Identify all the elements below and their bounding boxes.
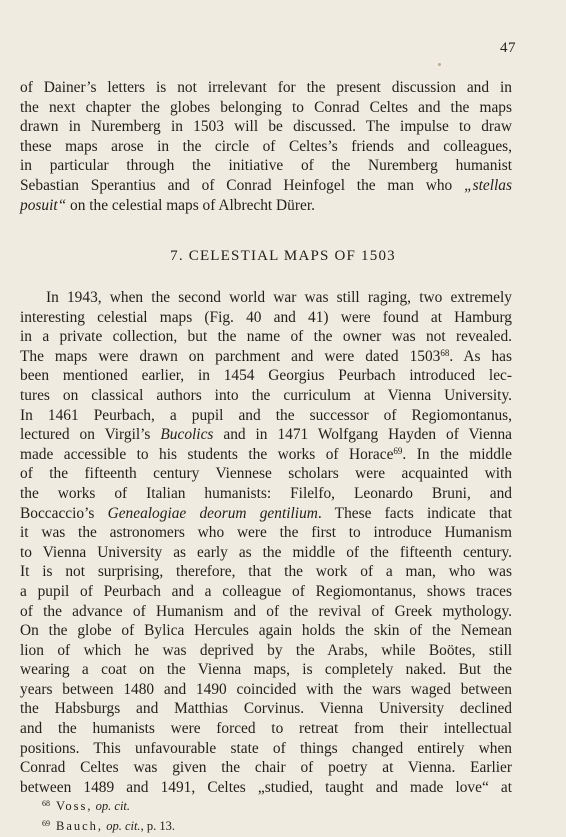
footnote-69 <box>42 815 175 835</box>
text-line: these maps arose in the circle of Celtes’s friends and colleagues, <box>20 137 512 155</box>
text-line <box>20 176 512 196</box>
text-line: in a private collection, but the name of the owner was not revealed. <box>20 328 512 346</box>
text-line: Conrad Celtes was given the chair of poetry at Vienna. Earlier <box>20 759 512 777</box>
text-line: of Dainer’s letters is not irrelevant for the present discussion and in <box>20 79 512 96</box>
footnote-page: , p. 13. <box>140 819 175 833</box>
text-line <box>20 425 512 445</box>
text-line: of the advance of Humanism and of the revival of Greek mythology. <box>20 602 512 620</box>
text-line: it was the astronomers who were the first to introduce Humanism <box>20 524 512 542</box>
italic-title: Genealogiae deorum gentilium <box>107 504 318 522</box>
paragraph-intro <box>20 78 512 215</box>
text-line: the Habsburgs and Matthias Corvinus. Vienna University declined <box>20 700 512 718</box>
page-number: 47 <box>500 40 516 56</box>
text-line: the next chapter the globes belonging to Conrad Celtes and the maps <box>20 98 512 116</box>
paper-speck <box>438 63 441 66</box>
text-line: between 1489 and 1491, Celtes „studied, taught and made love“ at <box>20 778 512 796</box>
text-line: the works of Italian humanists: Filelfo, Leonardo Bruni, and <box>20 484 512 502</box>
footnote-citation: op. cit. <box>95 799 131 813</box>
text-fragment: Boccaccio’s <box>20 504 95 522</box>
text-line: tures on classical authors into the curriculum at Vienna University. <box>20 386 512 404</box>
text-line: In 1461 Peurbach, a pupil and the successor of Regiomontanus, <box>20 406 512 424</box>
text-fragment: . These facts indicate that <box>317 504 512 522</box>
text-line <box>20 196 512 216</box>
footnote-mark: 69 <box>42 819 50 828</box>
text-fragment: on the celestial maps of Albrecht Dürer. <box>70 196 315 214</box>
text-line: wearing a coat on the Vienna maps, is completely naked. But the <box>20 661 512 679</box>
text-line <box>20 445 512 465</box>
footnote-ref: 68 <box>440 347 450 358</box>
text-line <box>20 504 512 524</box>
section-heading: 7. CELESTIAL MAPS OF 1503 <box>170 248 396 264</box>
footnotes <box>42 795 175 835</box>
text-line: drawn in Nuremberg in 1503 will be discussed. The impulse to draw <box>20 118 512 136</box>
text-line: to Vienna University as early as the middle of the fifteenth century. <box>20 543 512 561</box>
text-line: interesting celestial maps (Fig. 40 and 41) were found at Hamburg <box>20 308 512 326</box>
text-line: in particular through the initiative of the Nuremberg humanist <box>20 157 512 175</box>
footnote-68 <box>42 795 175 815</box>
latin-quote: „stellas <box>464 176 512 194</box>
text-line: of the fifteenth century Viennese scholars were acquainted with <box>20 465 512 483</box>
footnote-ref: 69 <box>393 445 403 456</box>
text-line: It is not surprising, therefore, that the work of a man, who was <box>20 563 512 581</box>
text-line: a pupil of Peurbach and a colleague of Regiomontanus, shows traces <box>20 582 512 600</box>
text-line <box>20 347 512 367</box>
text-line: been mentioned earlier, in 1454 Georgius Peurbach introduced lec- <box>20 367 512 385</box>
italic-title: Bucolics <box>160 426 214 444</box>
text-line: lion of which he was deprived by the Arabs, while Boötes, still <box>20 641 512 659</box>
text-fragment: lectured on Virgil’s <box>20 426 151 444</box>
latin-quote: posuit“ <box>20 196 67 214</box>
footnote-mark: 68 <box>42 799 50 808</box>
text-line: years between 1480 and 1490 coincided with the wars waged between <box>20 680 512 698</box>
text-line: and the humanists were forced to retreat from their intellectual <box>20 720 512 738</box>
paragraph-celestial-maps <box>20 288 512 797</box>
text-fragment: and in 1471 Wolfgang Hayden of Vienna <box>223 426 513 444</box>
text-line: On the globe of Bylica Hercules again holds the skin of the Nemean <box>20 622 512 640</box>
text-fragment: The maps were drawn on parchment and were dated 1503 <box>20 347 441 365</box>
text-line: positions. This unfavourable state of things changed entirely when <box>20 739 512 757</box>
text-fragment: Sebastian Sperantius and of Conrad Heinfogel the man who <box>20 176 453 194</box>
text-line: In 1943, when the second world war was still raging, two extremely <box>46 289 512 306</box>
text-fragment: . In the middle <box>402 445 513 463</box>
text-fragment: . As has <box>449 347 512 365</box>
text-fragment: made accessible to his students the works of Horace <box>20 445 394 463</box>
footnote-author: Bauch, <box>56 819 104 833</box>
footnote-citation: op. cit. <box>106 819 141 833</box>
footnote-author: Voss, <box>56 799 93 813</box>
